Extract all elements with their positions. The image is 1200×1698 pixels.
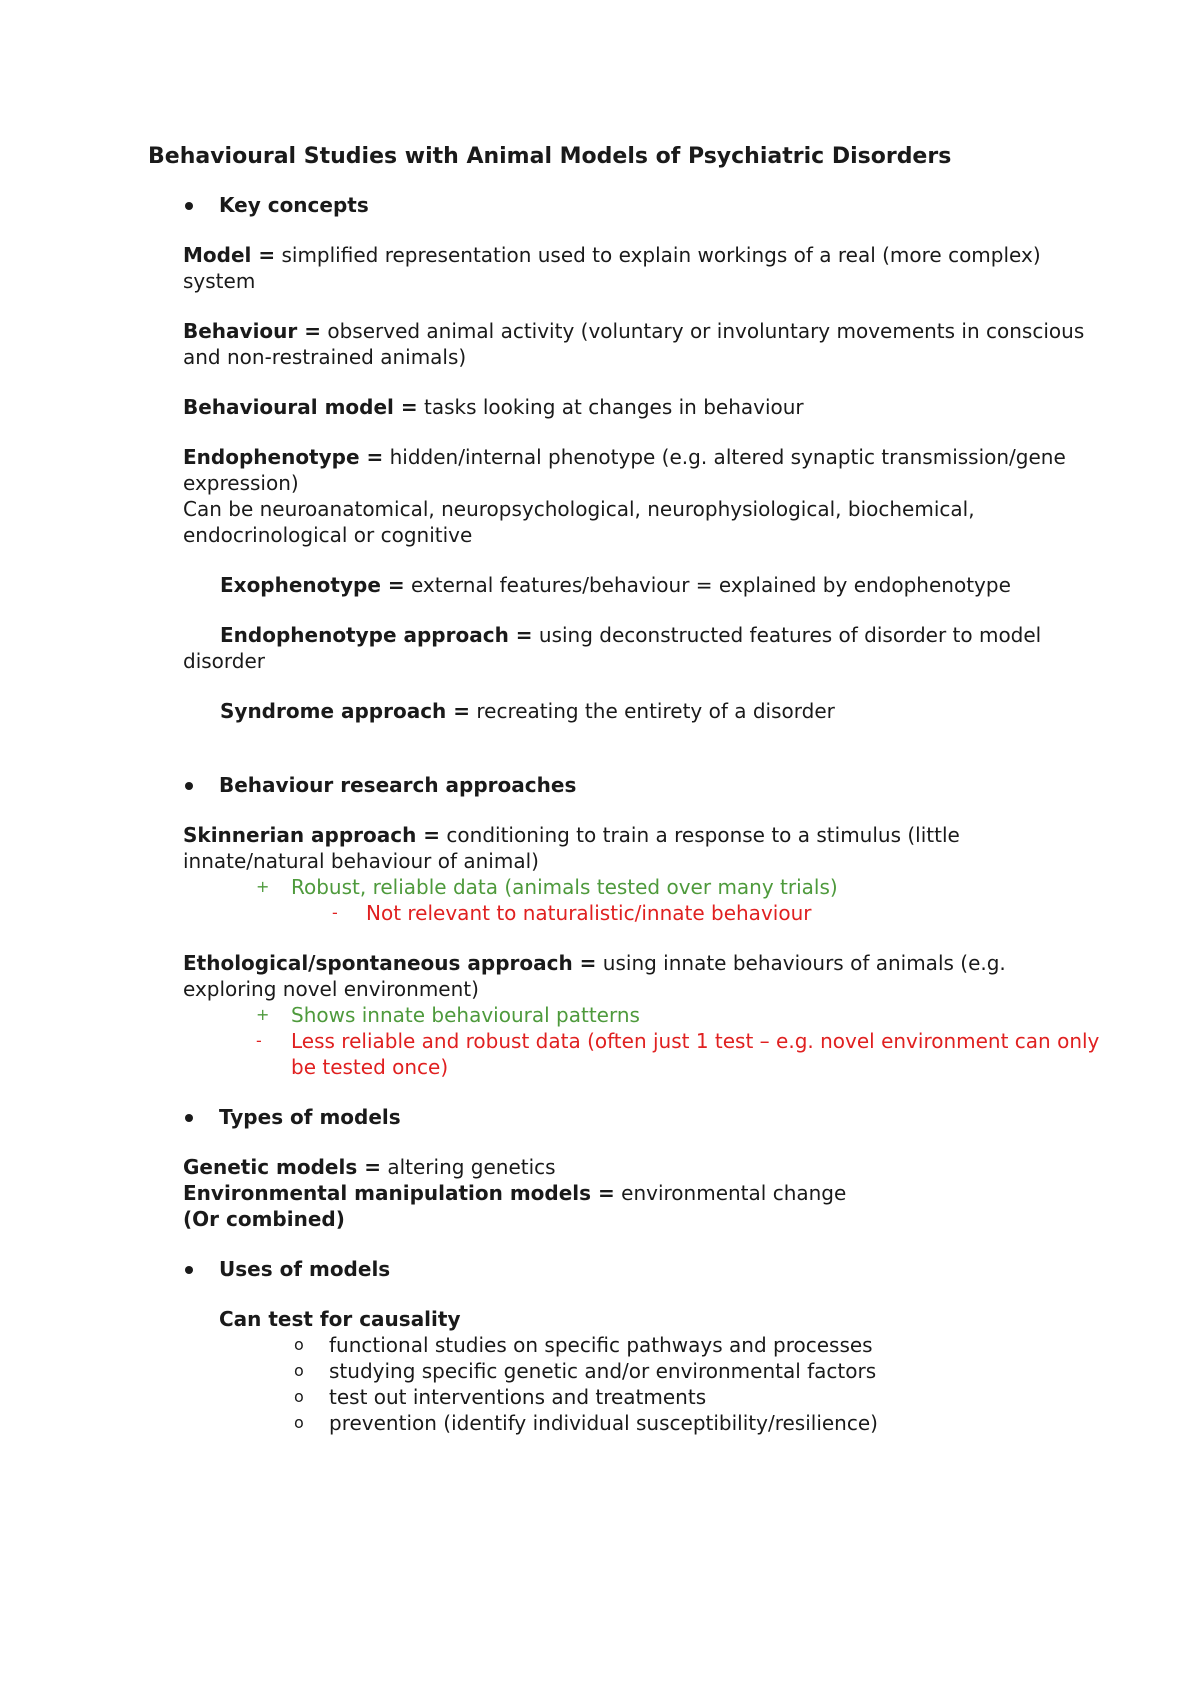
- definition-text: simplified representation used to explain workings of a real (more complex) system: [183, 243, 1041, 293]
- definition-text: environmental change: [614, 1181, 847, 1205]
- con-text: Not relevant to naturalistic/innate behaviour: [366, 901, 812, 925]
- list-item: [148, 1384, 1100, 1410]
- bullet-dot-icon: [185, 1114, 193, 1122]
- skinnerian-pro: [148, 874, 1100, 900]
- term-label: Genetic models =: [183, 1155, 381, 1179]
- term-label: Behaviour =: [183, 319, 321, 343]
- list-item-text: studying specific genetic and/or environmental factors: [329, 1359, 877, 1383]
- section-heading: Behaviour research approaches: [219, 773, 577, 797]
- definition-environmental-models: [148, 1180, 1100, 1206]
- minus-marker: -: [256, 1031, 262, 1050]
- circle-bullet-icon: o: [294, 1361, 304, 1380]
- skinnerian-con: [148, 900, 1100, 926]
- definition-text: altering genetics: [380, 1155, 556, 1179]
- list-item: [148, 1410, 1100, 1436]
- circle-bullet-icon: o: [294, 1413, 304, 1432]
- section-heading: Key concepts: [219, 193, 369, 217]
- section-types-of-models: [148, 1104, 1100, 1130]
- definition-genetic-models: [148, 1154, 1100, 1180]
- term-label: Model =: [183, 243, 276, 267]
- term-label: Behavioural model =: [183, 395, 418, 419]
- spacer: [148, 926, 1100, 950]
- ethological-con: [148, 1028, 1100, 1080]
- term-label: Environmental manipulation models =: [183, 1181, 615, 1205]
- bullet-dot-icon: [185, 202, 193, 210]
- definition-text: hidden/internal phenotype (e.g. altered synaptic transmission/gene expression): [183, 445, 1066, 495]
- definition-text: external features/behaviour = explained by endophenotype: [404, 573, 1011, 597]
- term-label: Endophenotype =: [183, 445, 384, 469]
- term-label: Endophenotype approach =: [220, 623, 533, 647]
- term-label: Skinnerian approach =: [183, 823, 441, 847]
- plus-marker: +: [256, 1005, 270, 1024]
- definition-text: recreating the entirety of a disorder: [470, 699, 835, 723]
- combined-note: (Or combined): [183, 1207, 345, 1231]
- list-item-text: test out interventions and treatments: [329, 1385, 707, 1409]
- spacer: [148, 1080, 1100, 1104]
- term-label: Ethological/spontaneous approach =: [183, 951, 597, 975]
- section-heading: Uses of models: [219, 1257, 391, 1281]
- definition-ethological: [148, 950, 1100, 1002]
- definition-text: tasks looking at changes in behaviour: [417, 395, 804, 419]
- definition-behavioural-model: [148, 394, 1100, 420]
- definition-skinnerian: [148, 822, 1100, 874]
- pro-text: Shows innate behavioural patterns: [291, 1003, 640, 1027]
- pro-text: Robust, reliable data (animals tested over many trials): [291, 875, 838, 899]
- definition-text: using innate behaviours of animals (e.g. exploring novel environment): [183, 951, 1006, 1001]
- list-item: [148, 1358, 1100, 1384]
- definition-syndrome-approach: [148, 698, 1100, 724]
- list-item-text: functional studies on specific pathways and processes: [329, 1333, 873, 1357]
- bullet-dot-icon: [185, 782, 193, 790]
- plus-marker: +: [256, 877, 270, 896]
- circle-bullet-icon: o: [294, 1387, 304, 1406]
- definition-behaviour: [148, 318, 1100, 370]
- definition-text: using deconstructed features of disorder to model disorder: [183, 623, 1042, 673]
- section-uses-of-models: [148, 1256, 1100, 1282]
- bullet-dot-icon: [185, 1266, 193, 1274]
- endophenotype-extra: Can be neuroanatomical, neuropsychological, neurophysiological, biochemical, endocrinological or cognitive: [183, 497, 975, 547]
- definition-model: [148, 242, 1100, 294]
- spacer: [148, 748, 1100, 772]
- uses-subheading: Can test for causality: [219, 1307, 461, 1331]
- definition-text: observed animal activity (voluntary or involuntary movements in conscious and non-restrained animals): [183, 319, 1085, 369]
- term-label: Exophenotype =: [220, 573, 405, 597]
- section-key-concepts: [148, 192, 1100, 218]
- definition-endophenotype: [148, 444, 1100, 496]
- definition-text: conditioning to train a response to a stimulus (little innate/natural behaviour of animal): [183, 823, 960, 873]
- section-heading: Types of models: [219, 1105, 401, 1129]
- document-title: Behavioural Studies with Animal Models of Psychiatric Disorders: [148, 144, 952, 169]
- minus-marker: -: [332, 903, 338, 922]
- list-item: [148, 1332, 1100, 1358]
- term-label: Syndrome approach =: [220, 699, 471, 723]
- circle-bullet-icon: o: [294, 1335, 304, 1354]
- list-item-text: prevention (identify individual susceptibility/resilience): [329, 1411, 878, 1435]
- section-research-approaches: [148, 772, 1100, 798]
- ethological-pro: [148, 1002, 1100, 1028]
- definition-endophenotype-approach: [148, 622, 1100, 674]
- con-text: Less reliable and robust data (often just 1 test – e.g. novel environment can only be tested once): [291, 1029, 1100, 1079]
- definition-exophenotype: [148, 572, 1100, 598]
